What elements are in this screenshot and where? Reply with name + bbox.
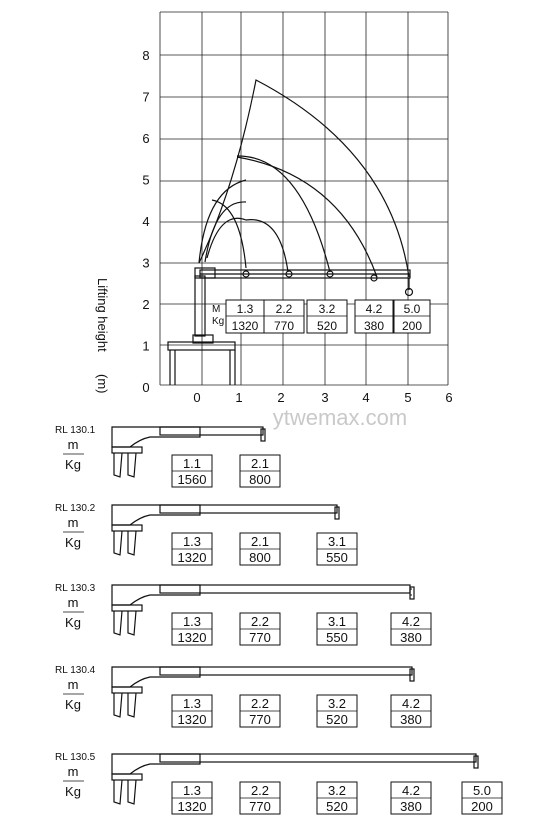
load-reach: 2.1 bbox=[250, 534, 270, 549]
load-weight: 800 bbox=[249, 472, 271, 487]
load-reach: 2.2 bbox=[250, 614, 270, 629]
load-weight: 1320 bbox=[177, 630, 207, 645]
chart-load-weight: 1320 bbox=[231, 319, 259, 333]
unit-m: m bbox=[67, 515, 79, 530]
chart-load-reach: 1.3 bbox=[236, 302, 254, 316]
boom-extension bbox=[160, 667, 414, 681]
chart-load-reach: 4.2 bbox=[365, 302, 383, 316]
load-reach: 1.3 bbox=[182, 783, 202, 798]
y-tick-label: 7 bbox=[142, 89, 150, 105]
load-weight: 380 bbox=[400, 712, 422, 727]
boom-extension bbox=[160, 427, 265, 441]
load-weight: 520 bbox=[326, 712, 348, 727]
y-tick-label: 6 bbox=[142, 131, 150, 146]
model-row bbox=[55, 752, 502, 814]
load-cell bbox=[172, 455, 212, 487]
y-tick-labels bbox=[142, 48, 149, 395]
load-weight: 380 bbox=[400, 630, 422, 645]
load-reach: 1.3 bbox=[182, 614, 202, 629]
model-row bbox=[55, 503, 357, 565]
model-row bbox=[55, 665, 431, 727]
unit-kg: Kg bbox=[65, 615, 81, 630]
y-axis-unit: (m) bbox=[95, 374, 110, 394]
load-reach: 3.1 bbox=[327, 614, 347, 629]
load-weight: 770 bbox=[249, 712, 271, 727]
load-weight: 380 bbox=[400, 799, 422, 814]
load-reach: 5.0 bbox=[472, 783, 492, 798]
crane-boom bbox=[200, 270, 413, 296]
chart-load-weight: 770 bbox=[273, 319, 295, 333]
load-cell bbox=[317, 695, 357, 727]
x-tick-label: 5 bbox=[404, 390, 412, 405]
chart-load-cell bbox=[394, 300, 430, 333]
chart-load-cell bbox=[226, 300, 264, 333]
model-name: RL 130.1 bbox=[55, 425, 96, 436]
load-cell bbox=[240, 455, 280, 487]
model-name: RL 130.5 bbox=[55, 752, 96, 763]
chart-load-weight: 520 bbox=[316, 319, 338, 333]
unit-m: m bbox=[67, 595, 79, 610]
y-tick-label: 4 bbox=[142, 214, 150, 229]
model-name: RL 130.4 bbox=[55, 665, 96, 676]
load-cell bbox=[317, 782, 357, 814]
load-weight: 200 bbox=[471, 799, 493, 814]
y-axis-label: Lifting height bbox=[95, 278, 110, 352]
chart-load-table bbox=[226, 300, 430, 333]
load-reach: 3.1 bbox=[327, 534, 347, 549]
x-tick-label: 3 bbox=[321, 390, 329, 405]
load-reach: 4.2 bbox=[401, 696, 421, 711]
load-weight: 550 bbox=[326, 550, 348, 565]
y-tick-label: 0 bbox=[142, 380, 150, 395]
load-reach: 1.3 bbox=[182, 534, 202, 549]
load-cell bbox=[240, 533, 280, 565]
y-tick-label: 3 bbox=[142, 255, 150, 271]
unit-kg: Kg bbox=[65, 535, 81, 550]
watermark: ytwemax.com bbox=[272, 405, 408, 430]
load-reach: 4.2 bbox=[401, 614, 421, 629]
load-cell bbox=[317, 613, 357, 645]
model-row bbox=[55, 425, 280, 487]
chart-unit-kg: Kg bbox=[212, 316, 225, 327]
model-name: RL 130.3 bbox=[55, 583, 96, 594]
load-cell bbox=[240, 782, 280, 814]
unit-m: m bbox=[67, 764, 79, 779]
load-cell bbox=[172, 533, 212, 565]
x-tick-label: 2 bbox=[277, 390, 285, 405]
unit-kg: Kg bbox=[65, 784, 81, 799]
unit-m: m bbox=[67, 677, 79, 692]
boom-extension bbox=[160, 505, 339, 519]
load-weight: 1320 bbox=[177, 550, 207, 565]
chart-load-reach: 2.2 bbox=[275, 302, 293, 316]
chart-load-reach: 3.2 bbox=[318, 302, 336, 316]
load-weight: 520 bbox=[326, 799, 348, 814]
load-weight: 1320 bbox=[177, 799, 207, 814]
load-cell bbox=[391, 782, 431, 814]
unit-kg: Kg bbox=[65, 457, 81, 472]
x-tick-label: 1 bbox=[235, 390, 243, 405]
load-cell bbox=[462, 782, 502, 814]
x-tick-label: 6 bbox=[445, 390, 453, 405]
x-tick-label: 4 bbox=[362, 390, 370, 405]
chart-unit-m: M bbox=[212, 304, 221, 315]
load-weight: 1320 bbox=[177, 712, 207, 727]
load-weight: 770 bbox=[249, 799, 271, 814]
y-tick-label: 2 bbox=[142, 297, 150, 312]
unit-kg: Kg bbox=[65, 697, 81, 712]
load-reach: 4.2 bbox=[401, 783, 421, 798]
model-name: RL 130.2 bbox=[55, 503, 96, 514]
unit-m: m bbox=[67, 437, 79, 452]
load-cell bbox=[172, 613, 212, 645]
load-reach: 1.3 bbox=[182, 696, 202, 711]
load-reach: 3.2 bbox=[327, 696, 347, 711]
working-range-arcs bbox=[199, 80, 409, 277]
boom-extension bbox=[160, 585, 414, 599]
load-cell bbox=[172, 695, 212, 727]
model-row bbox=[55, 583, 431, 645]
load-cell bbox=[317, 533, 357, 565]
load-weight: 550 bbox=[326, 630, 348, 645]
load-reach: 2.1 bbox=[250, 456, 270, 471]
load-reach: 2.2 bbox=[250, 783, 270, 798]
load-reach: 3.2 bbox=[327, 783, 347, 798]
load-cell bbox=[240, 613, 280, 645]
model-rows bbox=[55, 425, 502, 814]
load-weight: 770 bbox=[249, 630, 271, 645]
chart-load-cell bbox=[307, 300, 347, 333]
load-reach: 1.1 bbox=[182, 456, 202, 471]
truck-base bbox=[168, 335, 235, 385]
x-tick-labels bbox=[193, 390, 452, 405]
load-cell bbox=[240, 695, 280, 727]
lifting-chart bbox=[95, 12, 453, 405]
load-cell bbox=[391, 613, 431, 645]
load-reach: 2.2 bbox=[250, 696, 270, 711]
chart-load-weight: 200 bbox=[401, 319, 423, 333]
boom-extension bbox=[160, 754, 478, 768]
y-tick-label: 8 bbox=[142, 48, 150, 63]
load-weight: 800 bbox=[249, 550, 271, 565]
y-tick-label: 1 bbox=[142, 338, 150, 354]
load-cell bbox=[172, 782, 212, 814]
x-tick-label: 0 bbox=[193, 390, 201, 405]
chart-load-weight: 380 bbox=[363, 319, 385, 333]
chart-load-cell bbox=[355, 300, 393, 333]
chart-load-cell bbox=[264, 300, 304, 333]
load-cell bbox=[391, 695, 431, 727]
y-tick-label: 5 bbox=[142, 172, 150, 188]
load-weight: 1560 bbox=[177, 472, 207, 487]
chart-load-reach: 5.0 bbox=[403, 302, 421, 316]
